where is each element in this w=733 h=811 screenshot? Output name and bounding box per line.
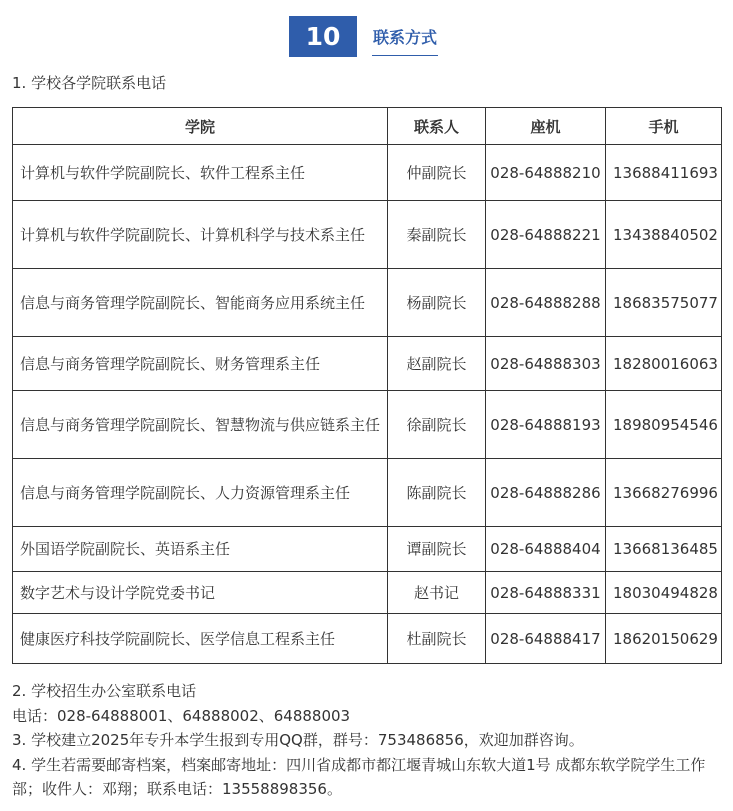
contact-cell: 谭副院长 — [388, 527, 486, 572]
table-row — [13, 614, 722, 664]
table-row — [13, 269, 722, 337]
table-row — [13, 201, 722, 269]
section-title: 联系方式 — [372, 18, 438, 56]
table-header-row — [13, 108, 722, 145]
mobile-cell: 18280016063 — [606, 337, 722, 391]
mobile-cell: 18030494828 — [606, 572, 722, 614]
mobile-cell: 18980954546 — [606, 391, 722, 459]
mobile-cell: 18683575077 — [606, 269, 722, 337]
contact-cell: 秦副院长 — [388, 201, 486, 269]
admissions-office-phone: 电话：028-64888001、64888002、64888003 — [12, 706, 351, 725]
contact-cell: 赵书记 — [388, 572, 486, 614]
college-cell: 信息与商务管理学院副院长、智慧物流与供应链系主任 — [13, 391, 388, 459]
landline-cell: 028-64888288 — [486, 269, 606, 337]
col-header-college: 学院 — [13, 108, 388, 145]
mobile-cell: 18620150629 — [606, 614, 722, 664]
table-row — [13, 572, 722, 614]
col-header-mobile: 手机 — [606, 108, 722, 145]
college-cell: 计算机与软件学院副院长、软件工程系主任 — [13, 145, 388, 201]
college-cell: 数字艺术与设计学院党委书记 — [13, 572, 388, 614]
college-cell: 计算机与软件学院副院长、计算机科学与技术系主任 — [13, 201, 388, 269]
college-cell: 信息与商务管理学院副院长、智能商务应用系统主任 — [13, 269, 388, 337]
college-cell: 健康医疗科技学院副院长、医学信息工程系主任 — [13, 614, 388, 664]
contact-cell: 陈副院长 — [388, 459, 486, 527]
mobile-cell: 13438840502 — [606, 201, 722, 269]
landline-cell: 028-64888404 — [486, 527, 606, 572]
section-number: 10 — [289, 16, 357, 57]
table-row — [13, 145, 722, 201]
col-header-contact: 联系人 — [388, 108, 486, 145]
landline-cell: 028-64888221 — [486, 201, 606, 269]
contact-cell: 徐副院长 — [388, 391, 486, 459]
landline-cell: 028-64888417 — [486, 614, 606, 664]
table-row — [13, 391, 722, 459]
table-row — [13, 459, 722, 527]
college-cell: 外国语学院副院长、英语系主任 — [13, 527, 388, 572]
landline-cell: 028-64888210 — [486, 145, 606, 201]
qq-group-note: 3. 学校建立2025年专升本学生报到专用QQ群，群号：753486856，欢迎加群咨询。 — [12, 731, 584, 750]
mobile-cell: 13668136485 — [606, 527, 722, 572]
landline-cell: 028-64888331 — [486, 572, 606, 614]
contact-cell: 杨副院长 — [388, 269, 486, 337]
contact-cell: 赵副院长 — [388, 337, 486, 391]
landline-cell: 028-64888193 — [486, 391, 606, 459]
admissions-office-title: 2. 学校招生办公室联系电话 — [12, 682, 197, 700]
notes-section — [12, 679, 727, 802]
table-row — [13, 527, 722, 572]
table-row — [13, 337, 722, 391]
mobile-cell: 13688411693 — [606, 145, 722, 201]
landline-cell: 028-64888286 — [486, 459, 606, 527]
college-cell: 信息与商务管理学院副院长、人力资源管理系主任 — [13, 459, 388, 527]
contact-cell: 杜副院长 — [388, 614, 486, 664]
section-header — [0, 16, 733, 58]
mobile-cell: 13668276996 — [606, 459, 722, 527]
college-cell: 信息与商务管理学院副院长、财务管理系主任 — [13, 337, 388, 391]
mailing-address-note: 4. 学生若需要邮寄档案，档案邮寄地址：四川省成都市都江堰青城山东软大道1号 成都东软学院学生工作部；收件人：邓翔；联系电话：13558898356。 — [12, 755, 706, 799]
contact-table — [12, 107, 722, 664]
col-header-landline: 座机 — [486, 108, 606, 145]
subsection-title: 1. 学校各学院联系电话 — [12, 74, 167, 92]
contact-cell: 仲副院长 — [388, 145, 486, 201]
landline-cell: 028-64888303 — [486, 337, 606, 391]
